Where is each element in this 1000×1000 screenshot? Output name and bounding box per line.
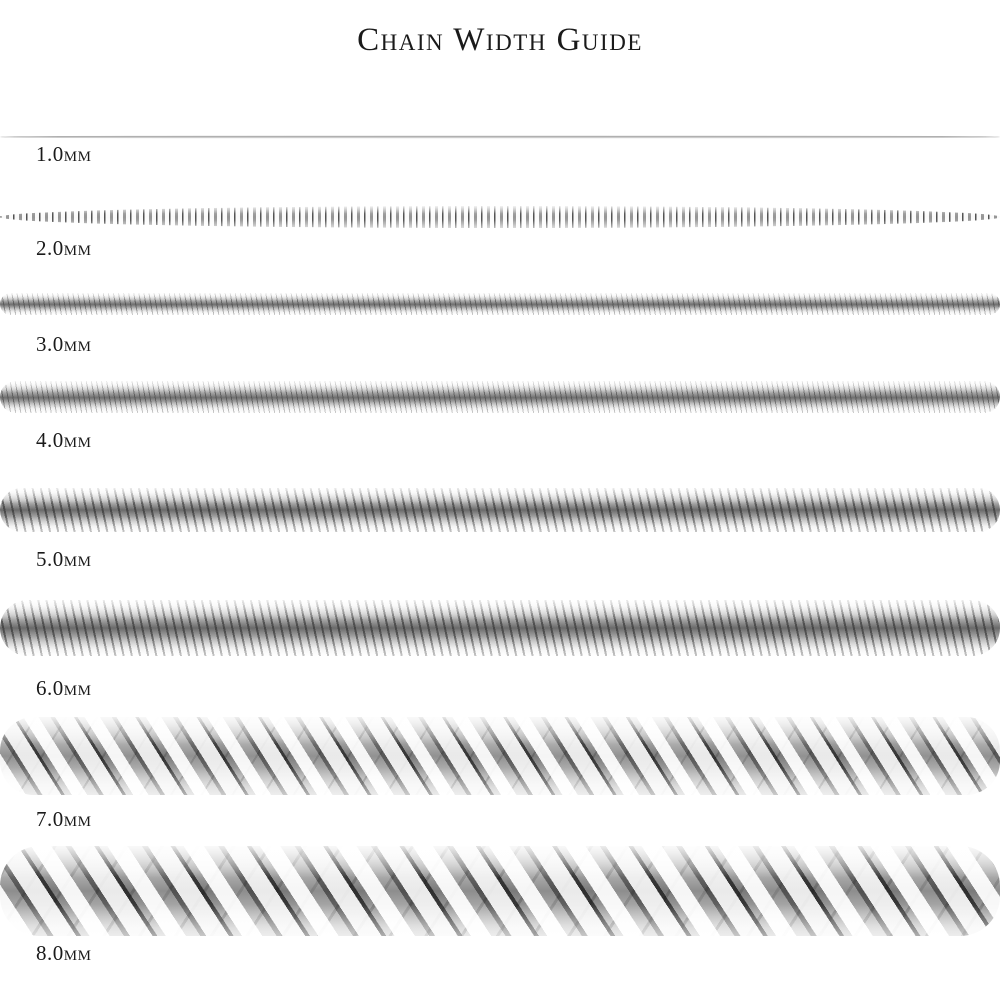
chain-strand-rope-7mm (0, 717, 1000, 795)
chain-label-5: 5.0mm (36, 547, 92, 571)
chain-strand-cable-1mm (0, 135, 1000, 139)
chain-label-4: 4.0mm (36, 428, 92, 452)
chain-band-8 (0, 843, 1000, 939)
chain-label-7: 7.0mm (36, 807, 92, 831)
chain-strand-snake-6mm (0, 600, 1000, 656)
chain-band-3 (0, 286, 1000, 322)
chain-band-1 (0, 128, 1000, 146)
chain-band-7 (0, 714, 1000, 798)
chain-strand-snake-4mm (0, 381, 1000, 413)
chain-strand-rope-8mm (0, 846, 1000, 936)
chain-band-2 (0, 200, 1000, 234)
chain-band-4 (0, 373, 1000, 421)
chain-label-6: 6.0mm (36, 676, 92, 700)
chain-label-8: 8.0mm (36, 941, 92, 965)
page-title: Chain Width Guide (357, 22, 643, 58)
chain-label-3: 3.0mm (36, 332, 92, 356)
chain-label-2: 2.0mm (36, 236, 92, 260)
chain-strand-bead-2mm (0, 206, 1000, 228)
chain-band-5 (0, 480, 1000, 540)
chain-strand-snake-5mm (0, 488, 1000, 532)
chain-band-6 (0, 592, 1000, 664)
chain-strand-snake-3mm (0, 293, 1000, 315)
chain-label-1: 1.0mm (36, 142, 92, 166)
